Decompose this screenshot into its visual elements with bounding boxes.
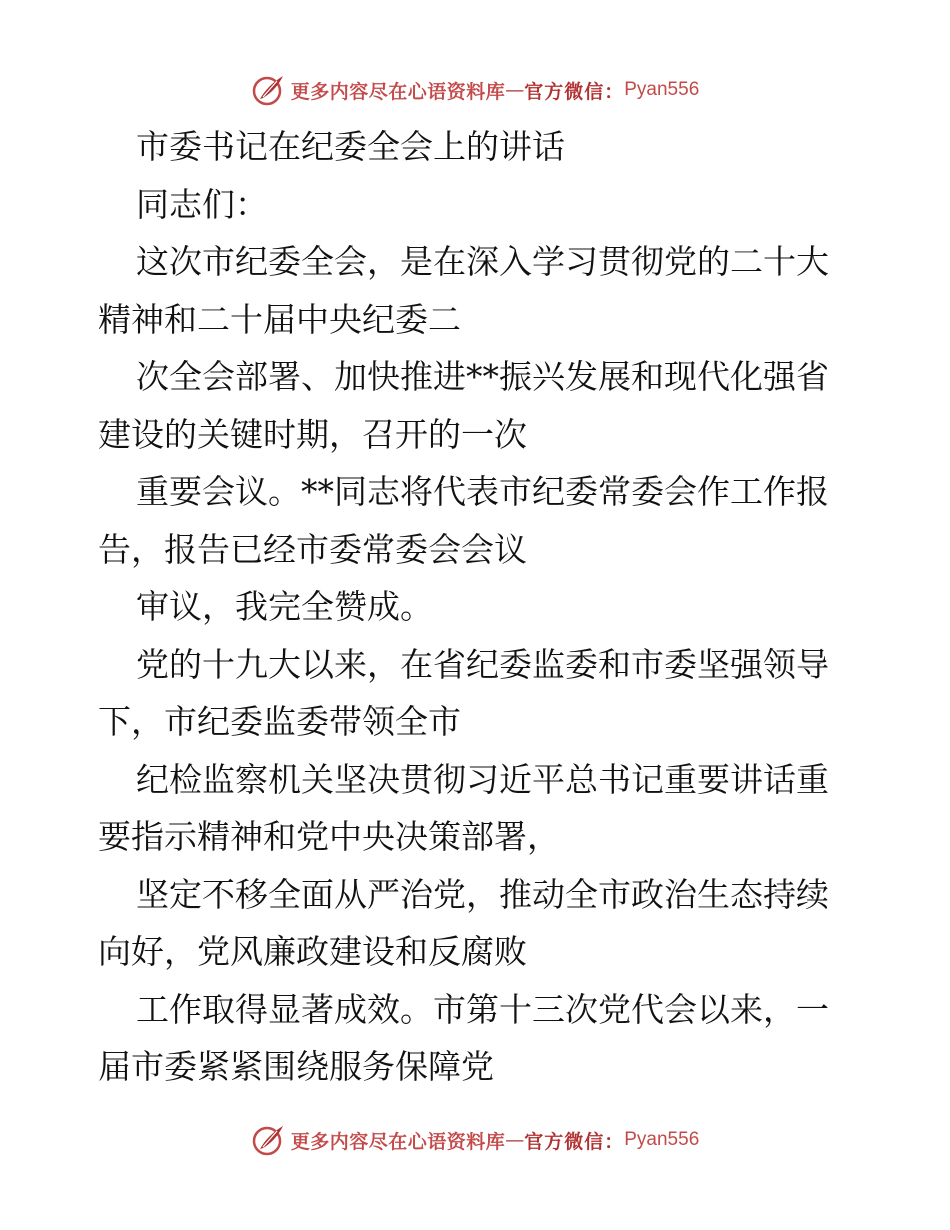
paragraph-line: 下，市纪委监委带领全市 [98, 702, 461, 741]
paragraph-line: 纪检监察机关坚决贯彻习近平总书记重要讲话重 [136, 759, 829, 799]
salutation: 同志们： [136, 184, 268, 224]
header-wechat-id: Pyan556 [624, 79, 700, 100]
paragraph-line: 重要会议。**同志将代表市纪委常委会作工作报 [136, 472, 829, 511]
footer-separator: — [505, 1129, 525, 1151]
paragraph-line: 工作取得显著成效。市第十三次党代会以来，一 [136, 989, 829, 1029]
footer-watermark-banner [0, 1120, 950, 1160]
paragraph-line: 次全会部署、加快推进**振兴发展和现代化强省 [136, 357, 829, 396]
footer-brand-text: 更多内容尽在心语资料库 [290, 1130, 506, 1153]
header-separator: — [505, 79, 525, 101]
paragraph-line: 审议，我完全赞成。 [136, 587, 433, 626]
header-watermark-banner [0, 70, 950, 110]
header-brand-text: 更多内容尽在心语资料库 [290, 80, 506, 103]
feather-logo-icon [251, 1122, 287, 1158]
document-body [98, 118, 868, 1096]
paragraph-line: 向好，党风廉政建设和反腐败 [98, 932, 527, 971]
document-title: 市委书记在纪委全会上的讲话 [136, 127, 565, 166]
paragraph-line: 告，报告已经市委常委会会议 [98, 529, 527, 569]
paragraph-line: 精神和二十届中央纪委二 [98, 299, 461, 339]
feather-logo-icon [251, 72, 287, 108]
paragraph-line: 这次市纪委全会，是在深入学习贯彻党的二十大 [136, 242, 829, 281]
paragraph-line: 坚定不移全面从严治党，推动全市政治生态持续 [136, 874, 829, 914]
paragraph-line: 届市委紧紧围绕服务保障党 [98, 1047, 494, 1086]
paragraph-line: 党的十九大以来，在省纪委监委和市委坚强领导 [136, 644, 829, 684]
footer-wechat-label: 官方微信： [524, 1130, 625, 1153]
paragraph-line: 建设的关键时期，召开的一次 [98, 414, 527, 454]
header-wechat-label: 官方微信： [524, 80, 625, 103]
paragraph-line: 要指示精神和党中央决策部署， [98, 817, 560, 856]
footer-wechat-id: Pyan556 [624, 1129, 700, 1150]
